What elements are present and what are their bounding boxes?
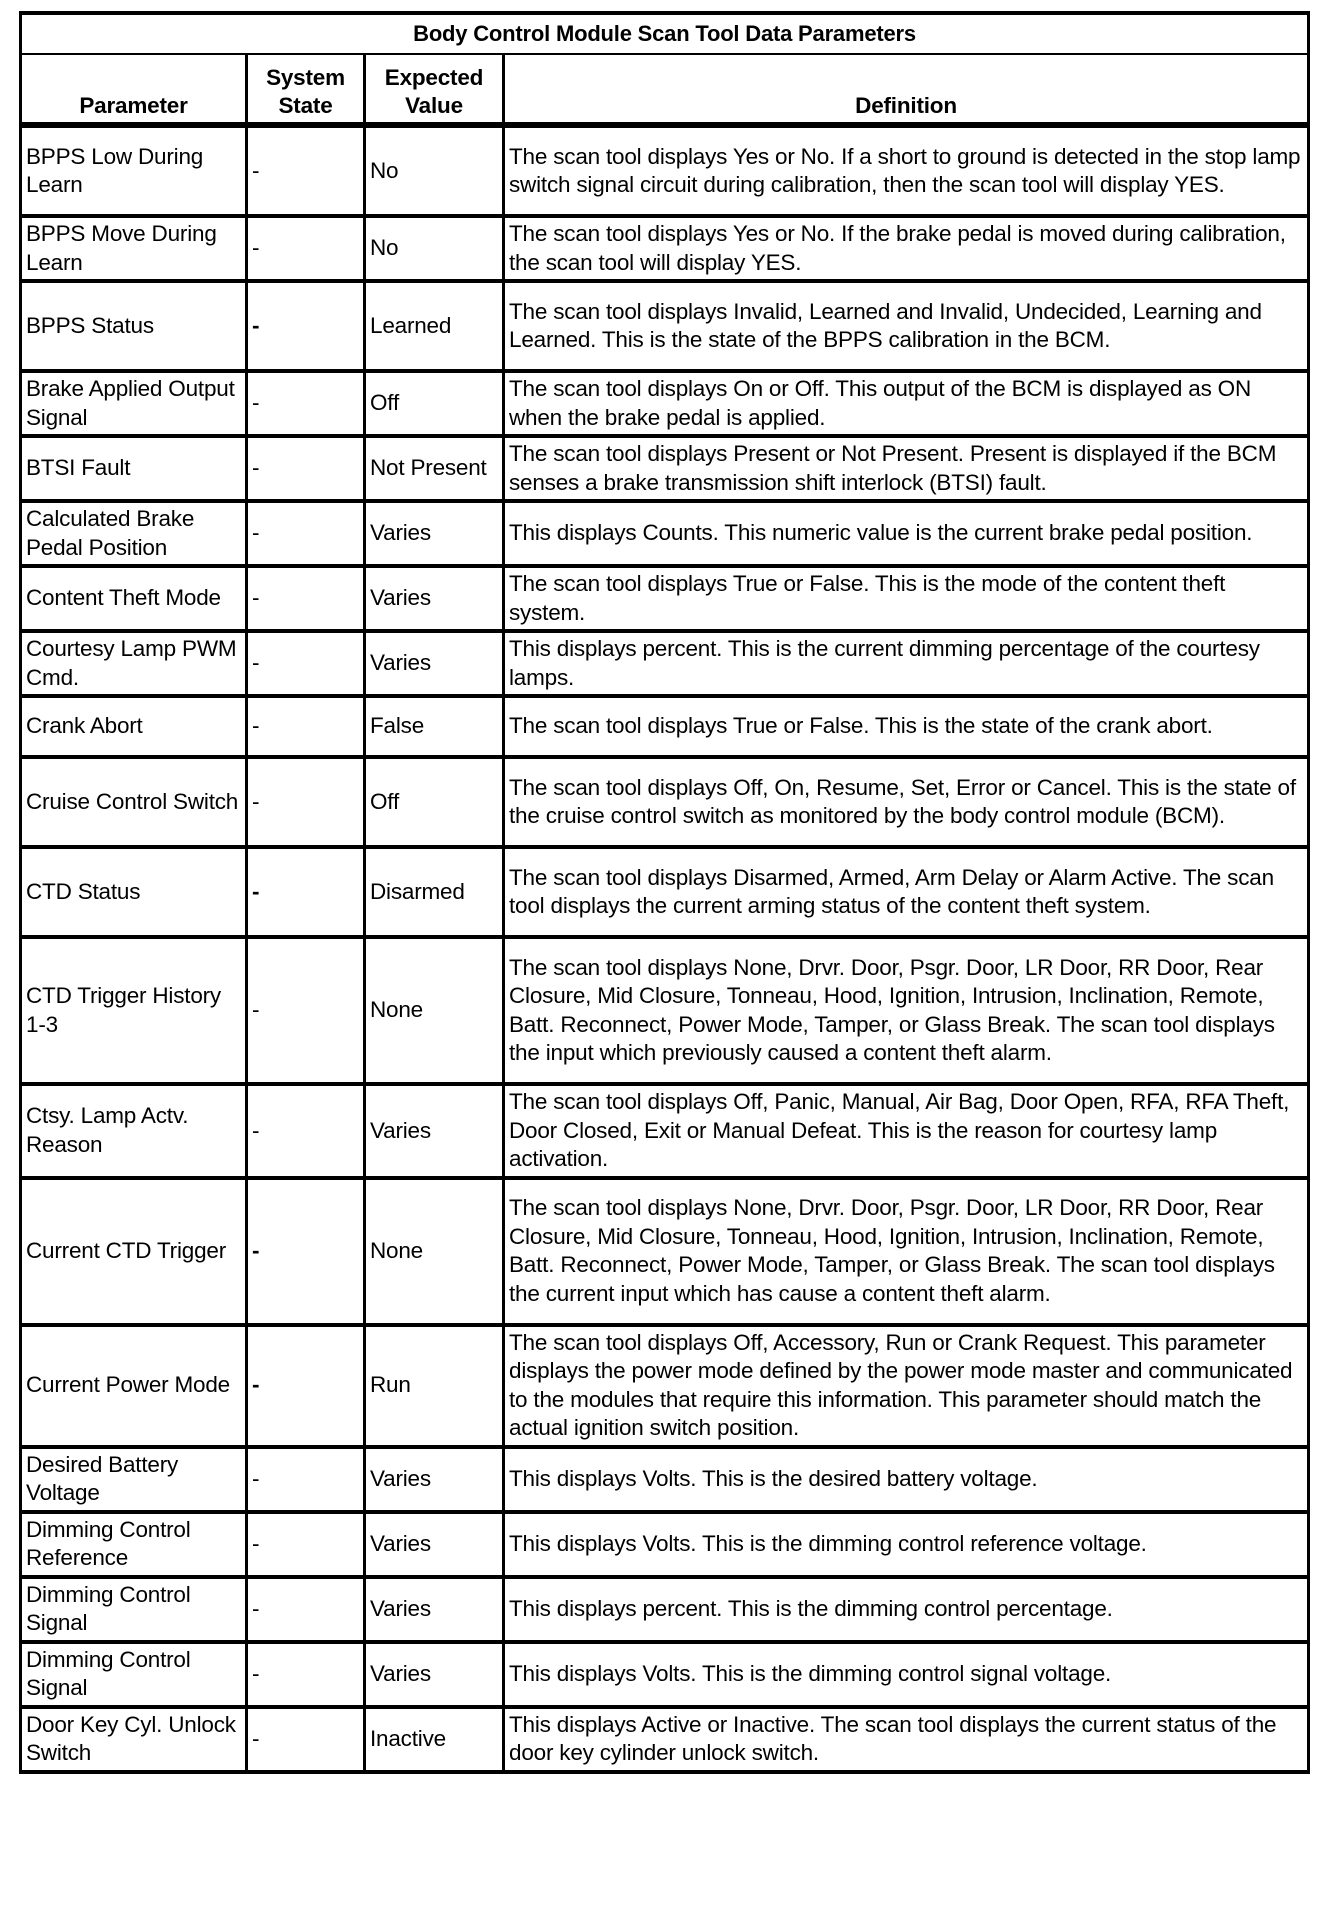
definition-cell: The scan tool displays Disarmed, Armed, Arm Delay or Alarm Active. The scan tool displays the current arming status of the content theft system.: [504, 847, 1309, 937]
definition-cell: The scan tool displays True or False. This is the mode of the content theft system.: [504, 566, 1309, 631]
system-state-cell: -: [247, 937, 365, 1084]
system-state-cell: -: [247, 1512, 365, 1577]
system-state-cell: -: [247, 1178, 365, 1325]
definition-cell: The scan tool displays Off, Accessory, Run or Crank Request. This parameter displays the power mode defined by the power mode master and communicated to the modules that require this information. This parameter should match the actual ignition switch position.: [504, 1325, 1309, 1447]
header-system-state: System State: [247, 54, 365, 125]
system-state-cell: -: [247, 436, 365, 501]
definition-cell: The scan tool displays Yes or No. If the brake pedal is moved during calibration, the scan tool will display YES.: [504, 216, 1309, 281]
table-row: [21, 937, 1309, 1084]
parameter-cell: Dimming Control Reference: [21, 1512, 247, 1577]
header-expected-value: Expected Value: [365, 54, 504, 125]
table-row: [21, 847, 1309, 937]
parameter-cell: Current Power Mode: [21, 1325, 247, 1447]
table-title-row: [21, 13, 1309, 54]
expected-value-cell: No: [365, 216, 504, 281]
table-row: [21, 1642, 1309, 1707]
parameter-cell: Door Key Cyl. Unlock Switch: [21, 1707, 247, 1772]
parameter-cell: BPPS Status: [21, 281, 247, 371]
system-state-cell: -: [247, 1325, 365, 1447]
definition-cell: The scan tool displays Invalid, Learned and Invalid, Undecided, Learning and Learned. This is the state of the BPPS calibration in the BCM.: [504, 281, 1309, 371]
table-row: [21, 1512, 1309, 1577]
expected-value-cell: Varies: [365, 501, 504, 566]
system-state-cell: -: [247, 631, 365, 696]
expected-value-cell: Off: [365, 371, 504, 436]
table-row: [21, 436, 1309, 501]
system-state-cell: -: [247, 371, 365, 436]
expected-value-cell: Varies: [365, 1577, 504, 1642]
definition-cell: The scan tool displays Off, On, Resume, Set, Error or Cancel. This is the state of the cruise control switch as monitored by the body control module (BCM).: [504, 757, 1309, 847]
table-row: [21, 1325, 1309, 1447]
system-state-cell: -: [247, 1447, 365, 1512]
header-parameter: Parameter: [21, 54, 247, 125]
definition-cell: This displays percent. This is the dimming control percentage.: [504, 1577, 1309, 1642]
expected-value-cell: Learned: [365, 281, 504, 371]
parameter-cell: Ctsy. Lamp Actv. Reason: [21, 1084, 247, 1178]
parameter-cell: Calculated Brake Pedal Position: [21, 501, 247, 566]
parameter-cell: Courtesy Lamp PWM Cmd.: [21, 631, 247, 696]
table-row: [21, 631, 1309, 696]
expected-value-cell: Varies: [365, 1642, 504, 1707]
table-row: [21, 501, 1309, 566]
system-state-cell: -: [247, 696, 365, 757]
definition-cell: The scan tool displays True or False. This is the state of the crank abort.: [504, 696, 1309, 757]
definition-cell: This displays Volts. This is the desired battery voltage.: [504, 1447, 1309, 1512]
parameter-cell: Cruise Control Switch: [21, 757, 247, 847]
expected-value-cell: Not Present: [365, 436, 504, 501]
table-row: [21, 1707, 1309, 1772]
system-state-cell: -: [247, 1084, 365, 1178]
parameter-cell: CTD Trigger History 1-3: [21, 937, 247, 1084]
table-row: [21, 1577, 1309, 1642]
definition-cell: This displays Active or Inactive. The scan tool displays the current status of the door key cylinder unlock switch.: [504, 1707, 1309, 1772]
parameter-cell: BTSI Fault: [21, 436, 247, 501]
table-header-row: [21, 54, 1309, 125]
system-state-cell: -: [247, 1642, 365, 1707]
expected-value-cell: False: [365, 696, 504, 757]
table-title: Body Control Module Scan Tool Data Parameters: [21, 13, 1309, 54]
header-definition: Definition: [504, 54, 1309, 125]
parameter-cell: Crank Abort: [21, 696, 247, 757]
parameter-cell: Content Theft Mode: [21, 566, 247, 631]
definition-cell: This displays percent. This is the current dimming percentage of the courtesy lamps.: [504, 631, 1309, 696]
table-row: [21, 1447, 1309, 1512]
system-state-cell: -: [247, 1577, 365, 1642]
definition-cell: The scan tool displays Present or Not Present. Present is displayed if the BCM senses a brake transmission shift interlock (BTSI) fault.: [504, 436, 1309, 501]
definition-cell: The scan tool displays None, Drvr. Door, Psgr. Door, LR Door, RR Door, Rear Closure, Mid Closure, Tonneau, Hood, Ignition, Intrusion, Inclination, Remote, Batt. Reconnect, Power Mode, Tamper, or Glass Break. The scan tool displays the input which previously caused a content theft alarm.: [504, 937, 1309, 1084]
parameter-cell: BPPS Low During Learn: [21, 125, 247, 216]
parameter-cell: Current CTD Trigger: [21, 1178, 247, 1325]
scan-tool-data-table: [19, 11, 1310, 1774]
table-row: [21, 371, 1309, 436]
table-row: [21, 281, 1309, 371]
table-row: [21, 216, 1309, 281]
expected-value-cell: None: [365, 937, 504, 1084]
system-state-cell: -: [247, 1707, 365, 1772]
parameter-cell: CTD Status: [21, 847, 247, 937]
parameter-cell: Dimming Control Signal: [21, 1642, 247, 1707]
expected-value-cell: Disarmed: [365, 847, 504, 937]
table-row: [21, 1178, 1309, 1325]
system-state-cell: -: [247, 216, 365, 281]
parameter-cell: Dimming Control Signal: [21, 1577, 247, 1642]
system-state-cell: -: [247, 566, 365, 631]
expected-value-cell: Off: [365, 757, 504, 847]
definition-cell: The scan tool displays Yes or No. If a short to ground is detected in the stop lamp switch signal circuit during calibration, then the scan tool will display YES.: [504, 125, 1309, 216]
table-row: [21, 696, 1309, 757]
system-state-cell: -: [247, 281, 365, 371]
expected-value-cell: No: [365, 125, 504, 216]
system-state-cell: -: [247, 501, 365, 566]
parameter-cell: Desired Battery Voltage: [21, 1447, 247, 1512]
system-state-cell: -: [247, 757, 365, 847]
expected-value-cell: Varies: [365, 566, 504, 631]
system-state-cell: -: [247, 125, 365, 216]
definition-cell: This displays Volts. This is the dimming control reference voltage.: [504, 1512, 1309, 1577]
definition-cell: The scan tool displays None, Drvr. Door, Psgr. Door, LR Door, RR Door, Rear Closure, Mid Closure, Tonneau, Hood, Ignition, Intrusion, Inclination, Remote, Batt. Reconnect, Power Mode, Tamper, or Glass Break. The scan tool displays the current input which has cause a content theft alarm.: [504, 1178, 1309, 1325]
expected-value-cell: Varies: [365, 1512, 504, 1577]
expected-value-cell: Varies: [365, 1084, 504, 1178]
system-state-cell: -: [247, 847, 365, 937]
table-row: [21, 566, 1309, 631]
definition-cell: The scan tool displays Off, Panic, Manual, Air Bag, Door Open, RFA, RFA Theft, Door Closed, Exit or Manual Defeat. This is the reason for courtesy lamp activation.: [504, 1084, 1309, 1178]
expected-value-cell: Run: [365, 1325, 504, 1447]
table-row: [21, 1084, 1309, 1178]
parameter-cell: BPPS Move During Learn: [21, 216, 247, 281]
table-row: [21, 757, 1309, 847]
definition-cell: This displays Counts. This numeric value is the current brake pedal position.: [504, 501, 1309, 566]
expected-value-cell: None: [365, 1178, 504, 1325]
definition-cell: The scan tool displays On or Off. This output of the BCM is displayed as ON when the brake pedal is applied.: [504, 371, 1309, 436]
table-row: [21, 125, 1309, 216]
expected-value-cell: Varies: [365, 631, 504, 696]
definition-cell: This displays Volts. This is the dimming control signal voltage.: [504, 1642, 1309, 1707]
expected-value-cell: Varies: [365, 1447, 504, 1512]
parameter-cell: Brake Applied Output Signal: [21, 371, 247, 436]
expected-value-cell: Inactive: [365, 1707, 504, 1772]
